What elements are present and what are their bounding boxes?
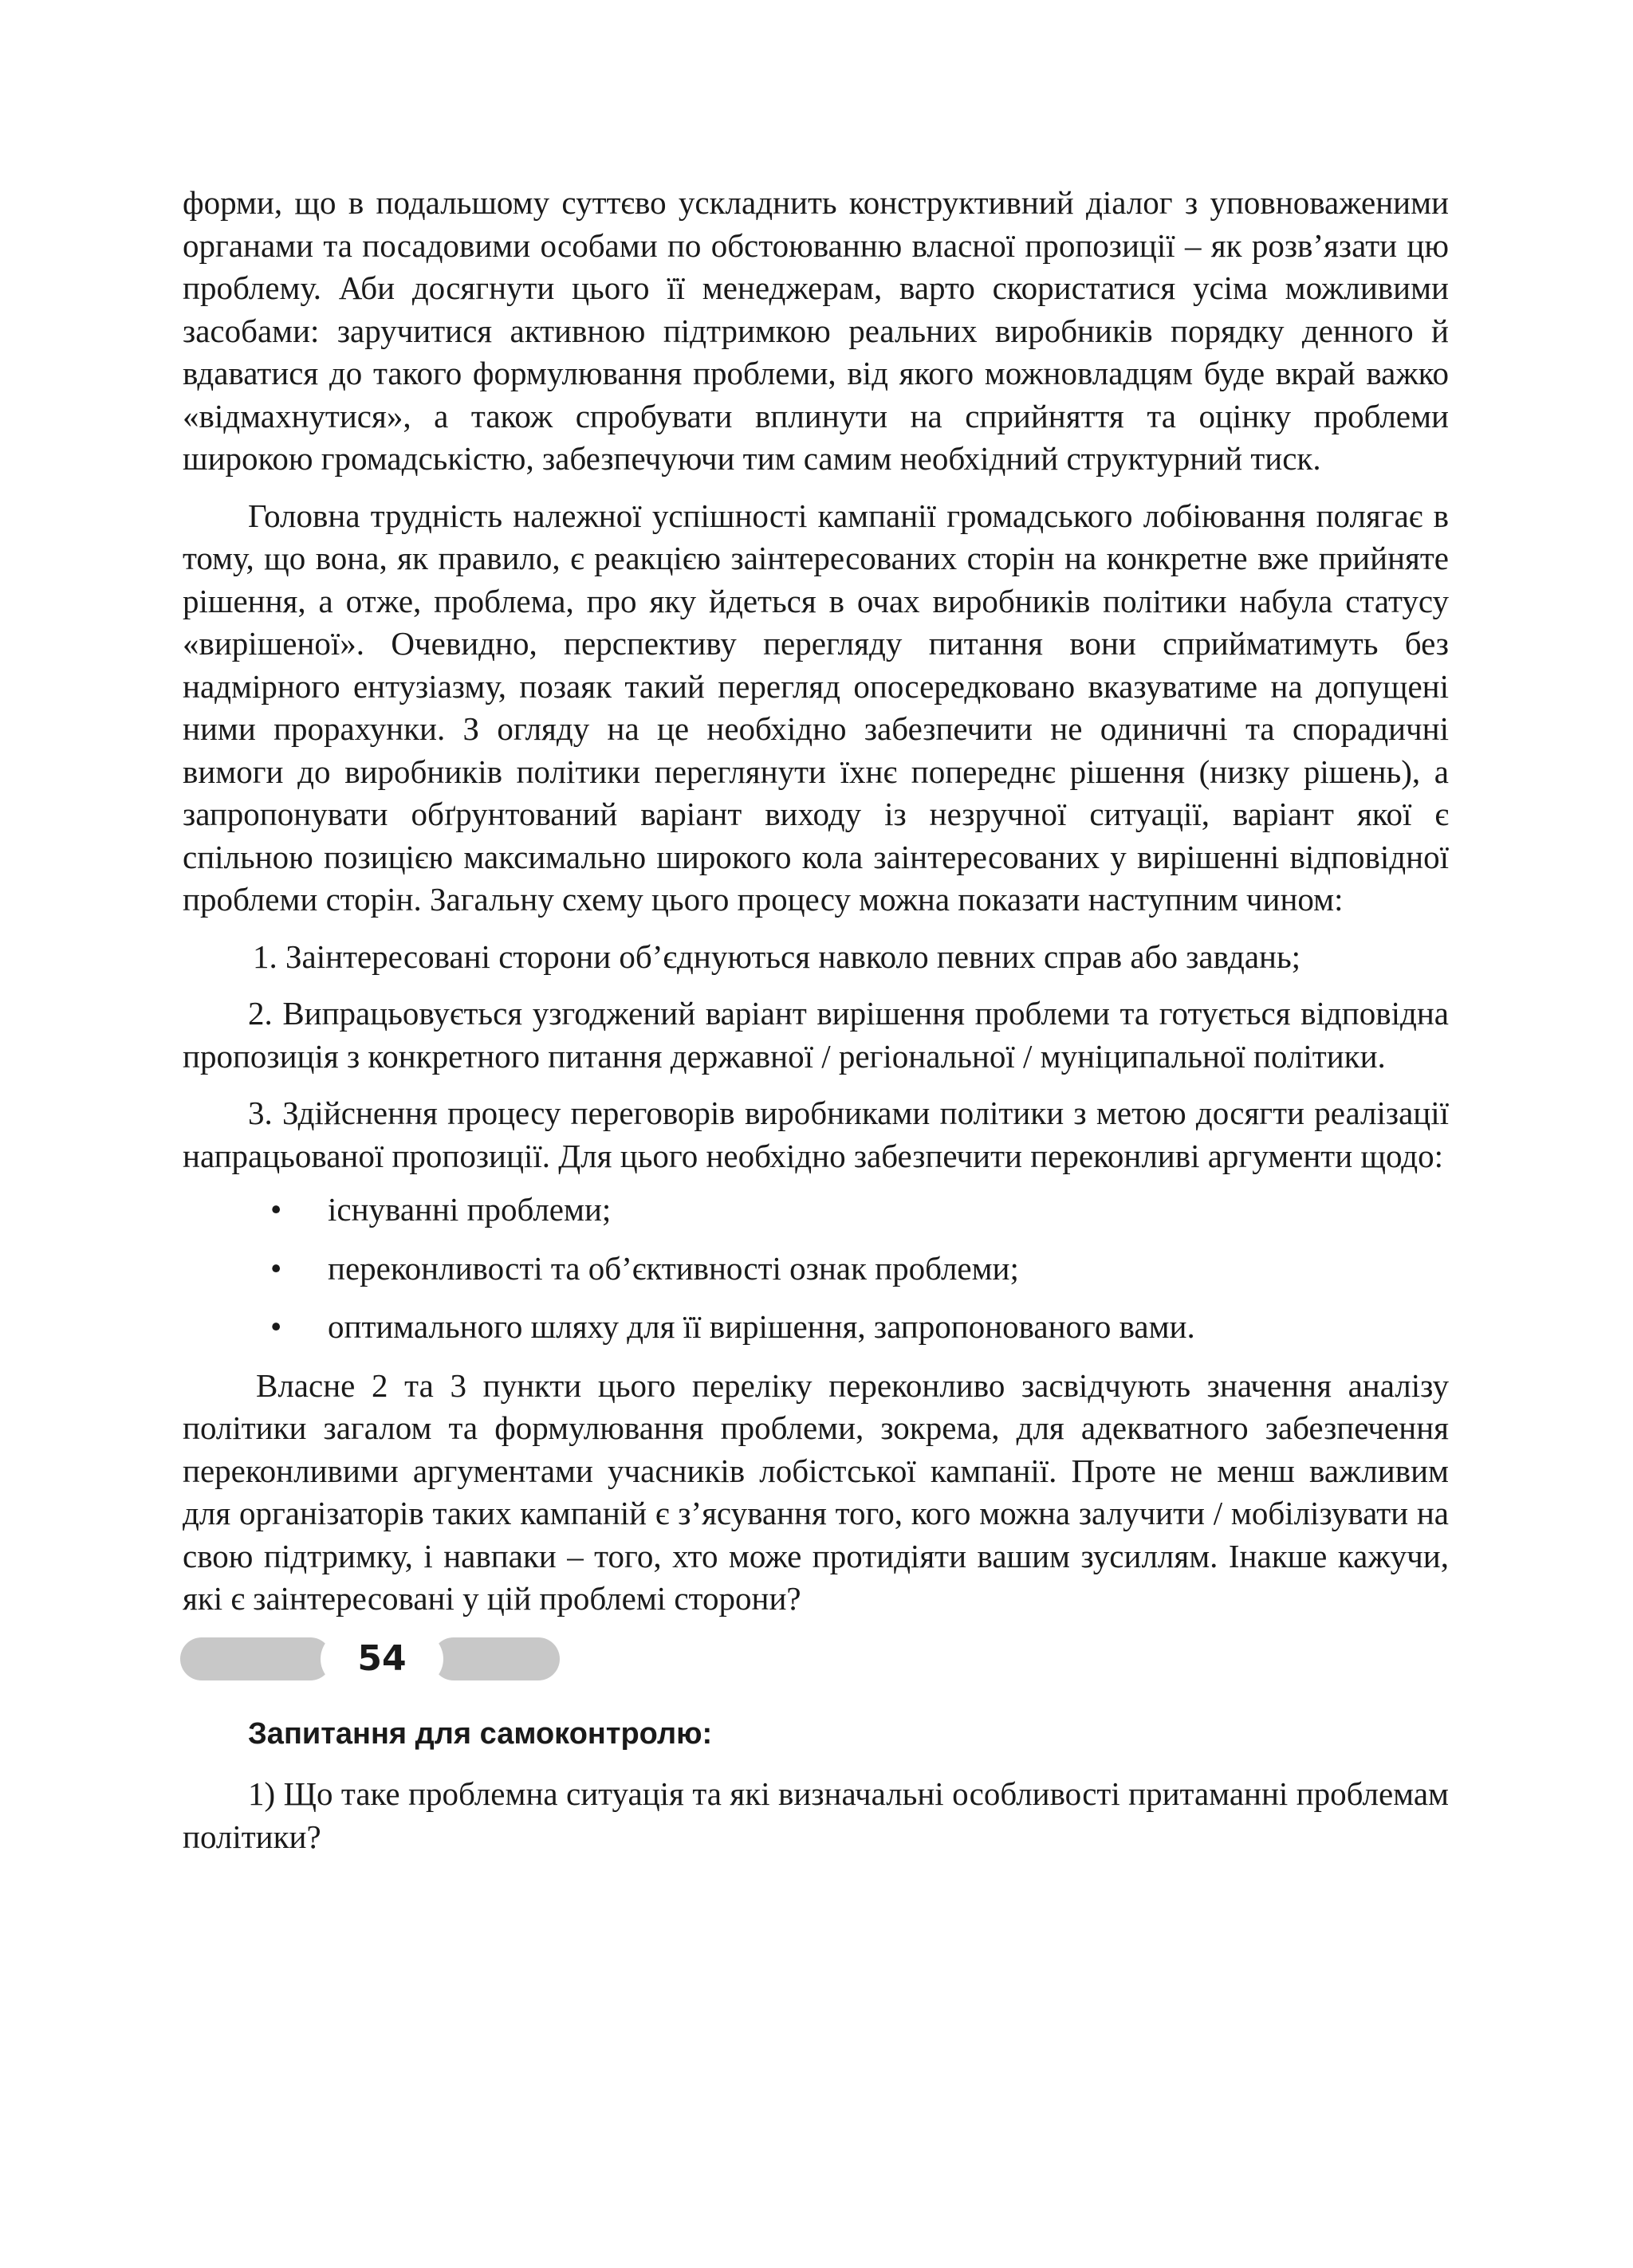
numbered-item-3: 3. Здійснення процесу переговорів виробниками політики з метою досягти реалізації напрацьованої пропозиції. Для цього необхідно забезпечити переконливі аргументи щодо: <box>183 1095 1449 1174</box>
bullet-item <box>183 1189 1449 1232</box>
page-number-pill-right <box>432 1637 560 1680</box>
self-check-heading: Запитання для самоконтролю: <box>248 1716 713 1751</box>
paragraph-continuation: форми, що в подальшому суттєво ускладнить конструктивний діалог з уповноваженими органами та посадовими особами по обстоюванню власної пропозиції – як розв’язати цю проблему. Аби досягнути цього її менеджерам, варто скористатися усіма можливими засобами: заручитися активною підтримкою реальних виробників порядку денного й вдаватися до такого формулювання проблеми, від якого можновладцям буде вкрай важко «відмахнутися», а також спробувати вплинути на сприйняття та оцінку проблеми широкою громадськістю, забезпечуючи тим самим необхідний структурний тиск. <box>183 184 1449 477</box>
page-body <box>183 182 1449 1858</box>
bullet-item-text: переконливості та об’єктивності ознак проблеми; <box>328 1249 1019 1287</box>
bullet-item-text: оптимального шляху для її вирішення, запропонованого вами. <box>328 1308 1195 1345</box>
bullet-item-text: існуванні проблеми; <box>328 1191 612 1228</box>
bullet-item <box>183 1248 1449 1291</box>
bullet-marker: • <box>270 1308 282 1345</box>
bullet-list <box>183 1189 1449 1349</box>
bullet-marker: • <box>270 1249 282 1287</box>
bullet-marker: • <box>270 1191 282 1228</box>
numbered-item-1: 1. Заінтересовані сторони об’єднуються навколо певних справ або завдань; <box>253 937 1301 975</box>
self-check-question-1: 1) Що таке проблемна ситуація та які визначальні особливості притаманні проблемам політики? <box>183 1775 1449 1855</box>
numbered-item-2: 2. Випрацьовується узгоджений варіант вирішення проблеми та готується відповідна пропозиція з конкретного питання державної / регіональної / муніципальної політики. <box>183 995 1449 1075</box>
page-number-pill-left <box>180 1637 332 1680</box>
page-number: 54 <box>321 1631 443 1687</box>
paragraph-lobbying-difficulty: Головна трудність належної успішності кампанії громадського лобіювання полягає в тому, що вона, як правило, є реакцією заінтересованих сторін на конкретне вже прийняте рішення, а отже, проблема, про яку йдеться в очах виробників політики набула статусу «вирішеної». Очевидно, перспективу перегляду питання вони сприйматимуть без надмірного ентузіазму, позаяк такий перегляд опосередковано вказуватиме на допущені ними прорахунки. З огляду на це необхідно забезпечити не одиничні та спорадичні вимоги до виробників політики переглянути їхнє попереднє рішення (низку рішень), а запропонувати обґрунтований варіант виходу із незручної ситуації, варіант якої є спільною позицією максимально широкого кола заінтересованих у вирішенні відповідної проблеми сторін. Загальну схему цього процесу можна показати наступним чином: <box>183 497 1449 918</box>
bullet-item <box>183 1306 1449 1349</box>
paragraph-conclusion: Власне 2 та 3 пункти цього переліку переконливо засвідчують значення аналізу політики загалом та формулювання проблеми, зокрема, для адекватного забезпечення переконливими аргументами учасників лобістської кампанії. Проте не менш важливим для організаторів таких кампаній є з’ясування того, кого можна залучити / мобілізувати на свою підтримку, і навпаки – того, хто може протидіяти вашим зусиллям. Інакше кажучи, які є заінтересовані у цій проблемі сторони? <box>183 1366 1449 1617</box>
page-number-bar <box>180 1637 560 1680</box>
